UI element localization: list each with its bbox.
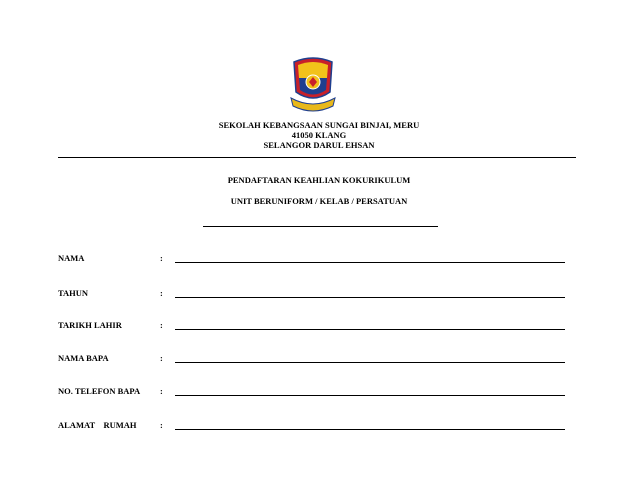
field-blank-nama-bapa[interactable] <box>175 362 565 363</box>
field-label-nama: NAMA <box>58 253 85 263</box>
unit-name-blank-line[interactable] <box>203 226 438 227</box>
school-crest-icon <box>290 56 336 118</box>
school-state: SELANGOR DARUL EHSAN <box>263 140 375 150</box>
field-colon: : <box>160 353 163 363</box>
field-label-tarikh-lahir: TARIKH LAHIR <box>58 320 122 330</box>
field-blank-tahun[interactable] <box>175 297 565 298</box>
field-blank-alamat-rumah[interactable] <box>175 429 565 430</box>
field-blank-no-telefon-bapa[interactable] <box>175 395 565 396</box>
form-subtitle: UNIT BERUNIFORM / KELAB / PERSATUAN <box>230 196 408 206</box>
field-label-nama-bapa: NAMA BAPA <box>58 353 109 363</box>
field-label-alamat-rumah: ALAMAT RUMAH <box>58 420 137 430</box>
field-colon: : <box>160 253 163 263</box>
field-blank-nama[interactable] <box>175 262 565 263</box>
header-divider <box>58 157 576 158</box>
school-postcode-city: 41050 KLANG <box>291 130 347 140</box>
field-colon: : <box>160 320 163 330</box>
field-colon: : <box>160 420 163 430</box>
field-label-no-telefon-bapa: NO. TELEFON BAPA <box>58 386 141 396</box>
field-label-tahun: TAHUN <box>58 288 89 298</box>
field-colon: : <box>160 386 163 396</box>
form-title: PENDAFTARAN KEAHLIAN KOKURIKULUM <box>227 175 411 185</box>
school-name: SEKOLAH KEBANGSAAN SUNGAI BINJAI, MERU <box>218 120 420 130</box>
field-blank-tarikh-lahir[interactable] <box>175 329 565 330</box>
field-colon: : <box>160 288 163 298</box>
